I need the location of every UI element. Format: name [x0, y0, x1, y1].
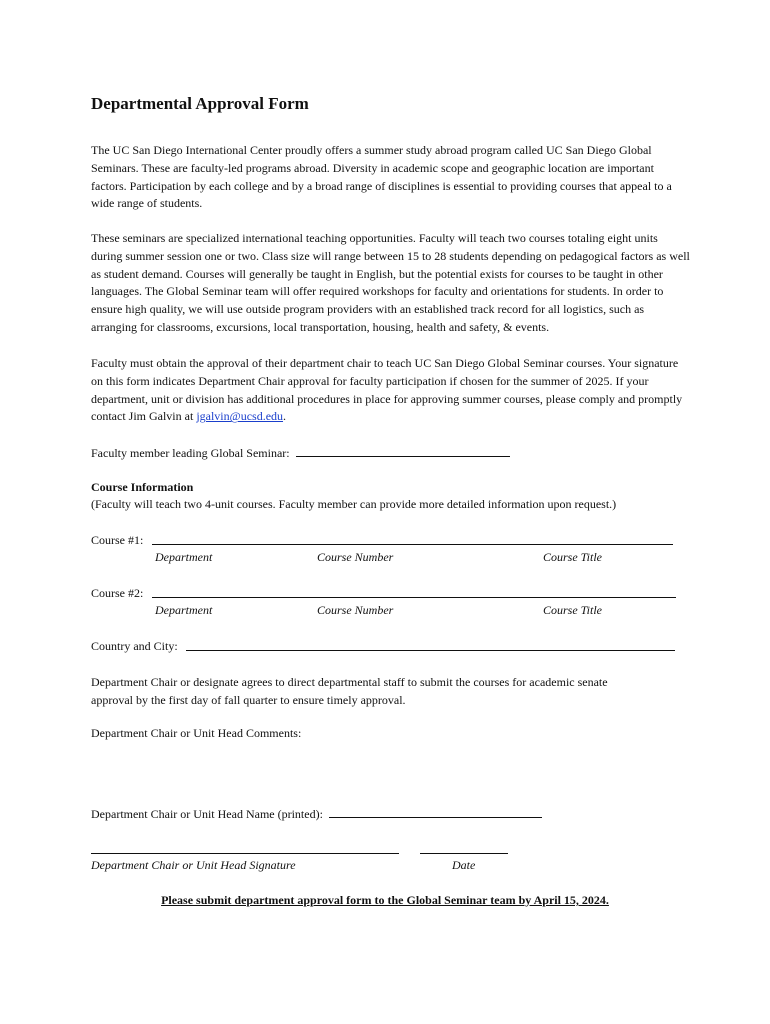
signature-field[interactable]: [91, 853, 399, 854]
date-field[interactable]: [420, 853, 508, 854]
agreement-text: Department Chair or designate agrees to direct departmental staff to submit the courses for academic senate approval by the first day of fall quarter to ensure timely approval.: [91, 675, 608, 707]
course2-field[interactable]: [152, 597, 676, 598]
course-info-heading: Course Information: [91, 480, 194, 494]
deadline-notice: Please submit department approval form to the Global Seminar team by April 15, 2024.: [161, 893, 609, 907]
comments-area[interactable]: [91, 745, 681, 795]
name-printed-row: [91, 805, 542, 823]
course1-department-caption: Department: [155, 550, 213, 564]
faculty-member-row: [91, 444, 510, 462]
course2-title-caption: Course Title: [543, 603, 603, 617]
faculty-member-label: Faculty member leading Global Seminar:: [91, 446, 290, 460]
signature-caption: Department Chair or Unit Head Signature: [91, 858, 296, 872]
approval-paragraph: [91, 355, 691, 426]
name-printed-field[interactable]: [329, 805, 542, 818]
course1-field[interactable]: [152, 544, 673, 545]
course1-number-caption: Course Number: [317, 550, 394, 564]
approval-paragraph-text: Faculty must obtain the approval of their department chair to teach UC San Diego Global Seminar courses. Your signature on this form indicates Department Chair approval for faculty participation if chosen for the summer of 2025. If your department, unit or division has additional procedures in place for approving summer courses, please comply and promptly contact Jim Galvin at: [91, 356, 683, 424]
comments-label: Department Chair or Unit Head Comments:: [91, 726, 302, 740]
course-info-note: (Faculty will teach two 4-unit courses. Faculty member can provide more detailed information upon request.): [91, 497, 617, 511]
intro-paragraph: The UC San Diego International Center proudly offers a summer study abroad program called UC San Diego Global Seminars. These are faculty-led programs abroad. Diversity in academic scope and geographic location are important factors. Participation by each college and by a broad range of disciplines is essential to providing courses that appeal to a wide range of students.: [91, 143, 672, 211]
faculty-member-field[interactable]: [296, 444, 510, 457]
course2-department-caption: Department: [155, 603, 213, 617]
course1-label: Course #1:: [91, 533, 144, 547]
page-title: Departmental Approval Form: [91, 94, 309, 113]
country-city-field[interactable]: [186, 650, 675, 651]
date-caption: Date: [452, 858, 476, 872]
contact-email-link[interactable]: jgalvin@ucsd.edu: [196, 409, 284, 424]
course2-label: Course #2:: [91, 586, 144, 600]
course1-title-caption: Course Title: [543, 550, 603, 564]
seminar-paragraph: These seminars are specialized international teaching opportunities. Faculty will teach two courses totaling eight units during summer session one or two. Class size will range between 15 to 28 students depending on pedagogical factors as well as student demand. Courses will generally be taught in English, but the potential exists for courses to be taught in other languages. The Global Seminar team will offer required workshops for faculty and orientations for students. In order to ensure high quality, we will use outside program providers with an established track record for all logistics, such as arranging for classrooms, excursions, local transportation, housing, health and safety, & events.: [91, 231, 690, 334]
approval-paragraph-end: .: [283, 409, 287, 424]
country-city-label: Country and City:: [91, 639, 178, 653]
name-printed-label: Department Chair or Unit Head Name (printed):: [91, 807, 323, 821]
course2-number-caption: Course Number: [317, 603, 394, 617]
